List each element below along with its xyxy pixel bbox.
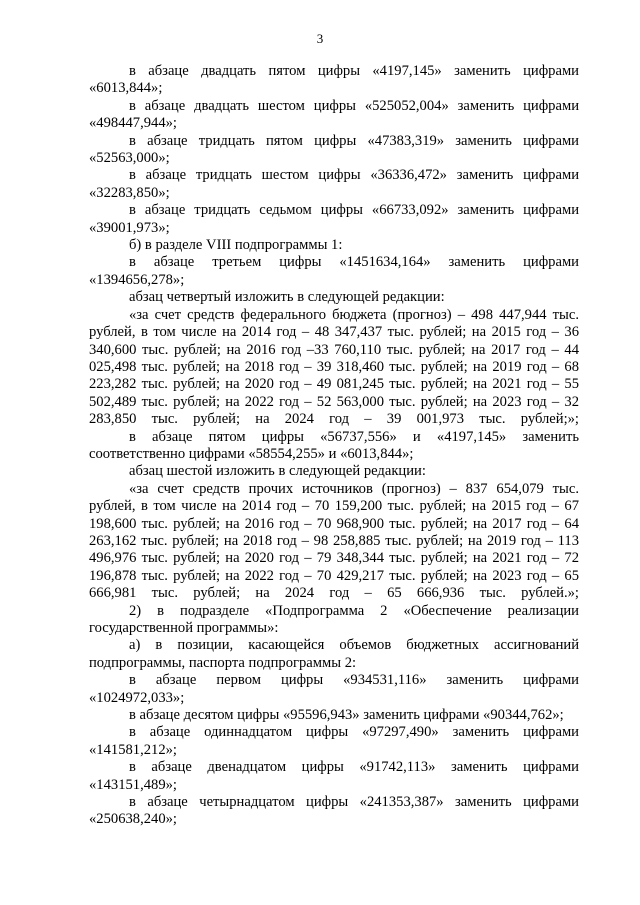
paragraph: в абзаце двенадцатом цифры «91742,113» заменить цифрами «143151,489»; xyxy=(89,759,579,793)
paragraph: 2) в подразделе «Подпрограмма 2 «Обеспечение реализации государственной программы»: xyxy=(89,602,579,636)
paragraph: в абзаце одиннадцатом цифры «97297,490» заменить цифрами «141581,212»; xyxy=(89,724,579,758)
paragraph: «за счет средств федерального бюджета (прогноз) – 498 447,944 тыс. рублей, в том числе на 2014 год – 48 347,437 тыс. рублей; на 2015 год – 36 340,600 тыс. рублей; на 2016 год –33 760,110 тыс. рублей; на 2017 год – 44 025,498 тыс. рублей; на 2018 год – 39 318,460 тыс. рублей; на 2019 год – 68 223,282 тыс. рублей; на 2020 год – 49 081,245 тыс. рублей; на 2021 год – 55 502,489 тыс. рублей; на 2022 год – 52 563,000 тыс. рублей; на 2023 год – 32 283,850 тыс. рублей; на 2024 год – 39 001,973 тыс. рублей;»; xyxy=(89,306,579,428)
paragraph: б) в разделе VIII подпрограммы 1: xyxy=(129,237,343,254)
document-body xyxy=(89,63,579,829)
paragraph: в абзаце десятом цифры «95596,943» заменить цифрами «90344,762»; xyxy=(129,707,564,724)
paragraph: в абзаце тридцать шестом цифры «36336,472» заменить цифрами «32283,850»; xyxy=(89,167,579,201)
paragraph: в абзаце двадцать пятом цифры «4197,145» заменить цифрами «6013,844»; xyxy=(89,63,579,97)
paragraph: а) в позиции, касающейся объемов бюджетных ассигнований подпрограммы, паспорта подпрограммы 2: xyxy=(89,637,579,671)
paragraph: в абзаце третьем цифры «1451634,164» заменить цифрами «1394656,278»; xyxy=(89,254,579,288)
paragraph: в абзаце тридцать пятом цифры «47383,319» заменить цифрами «52563,000»; xyxy=(89,132,579,167)
page-number: 3 xyxy=(316,31,324,46)
paragraph: абзац четвертый изложить в следующей редакции: xyxy=(129,289,445,306)
paragraph: абзац шестой изложить в следующей редакции: xyxy=(129,463,426,480)
paragraph: «за счет средств прочих источников (прогноз) – 837 654,079 тыс. рублей, в том числе на 2014 год – 70 159,200 тыс. рублей; на 2015 год – 67 198,600 тыс. рублей; на 2016 год – 70 968,900 тыс. рублей; на 2017 год – 64 263,162 тыс. рублей; на 2018 год – 98 258,885 тыс. рублей; на 2019 год – 113 496,976 тыс. рублей; на 2020 год – 79 348,344 тыс. рублей; на 2021 год – 72 196,878 тыс. рублей; на 2022 год – 70 429,217 тыс. рублей; на 2023 год – 65 666,981 тыс. рублей; на 2024 год – 65 666,936 тыс. рублей.»; xyxy=(89,480,579,602)
paragraph: в абзаце первом цифры «934531,116» заменить цифрами «1024972,033»; xyxy=(89,672,579,706)
paragraph: в абзаце двадцать шестом цифры «525052,004» заменить цифрами «498447,944»; xyxy=(89,97,579,132)
paragraph: в абзаце четырнадцатом цифры «241353,387» заменить цифрами «250638,240»; xyxy=(89,794,579,828)
paragraph: в абзаце тридцать седьмом цифры «66733,092» заменить цифрами «39001,973»; xyxy=(89,202,579,236)
paragraph: в абзаце пятом цифры «56737,556» и «4197,145» заменить соответственно цифрами «58554,255» и «6013,844»; xyxy=(89,428,579,462)
